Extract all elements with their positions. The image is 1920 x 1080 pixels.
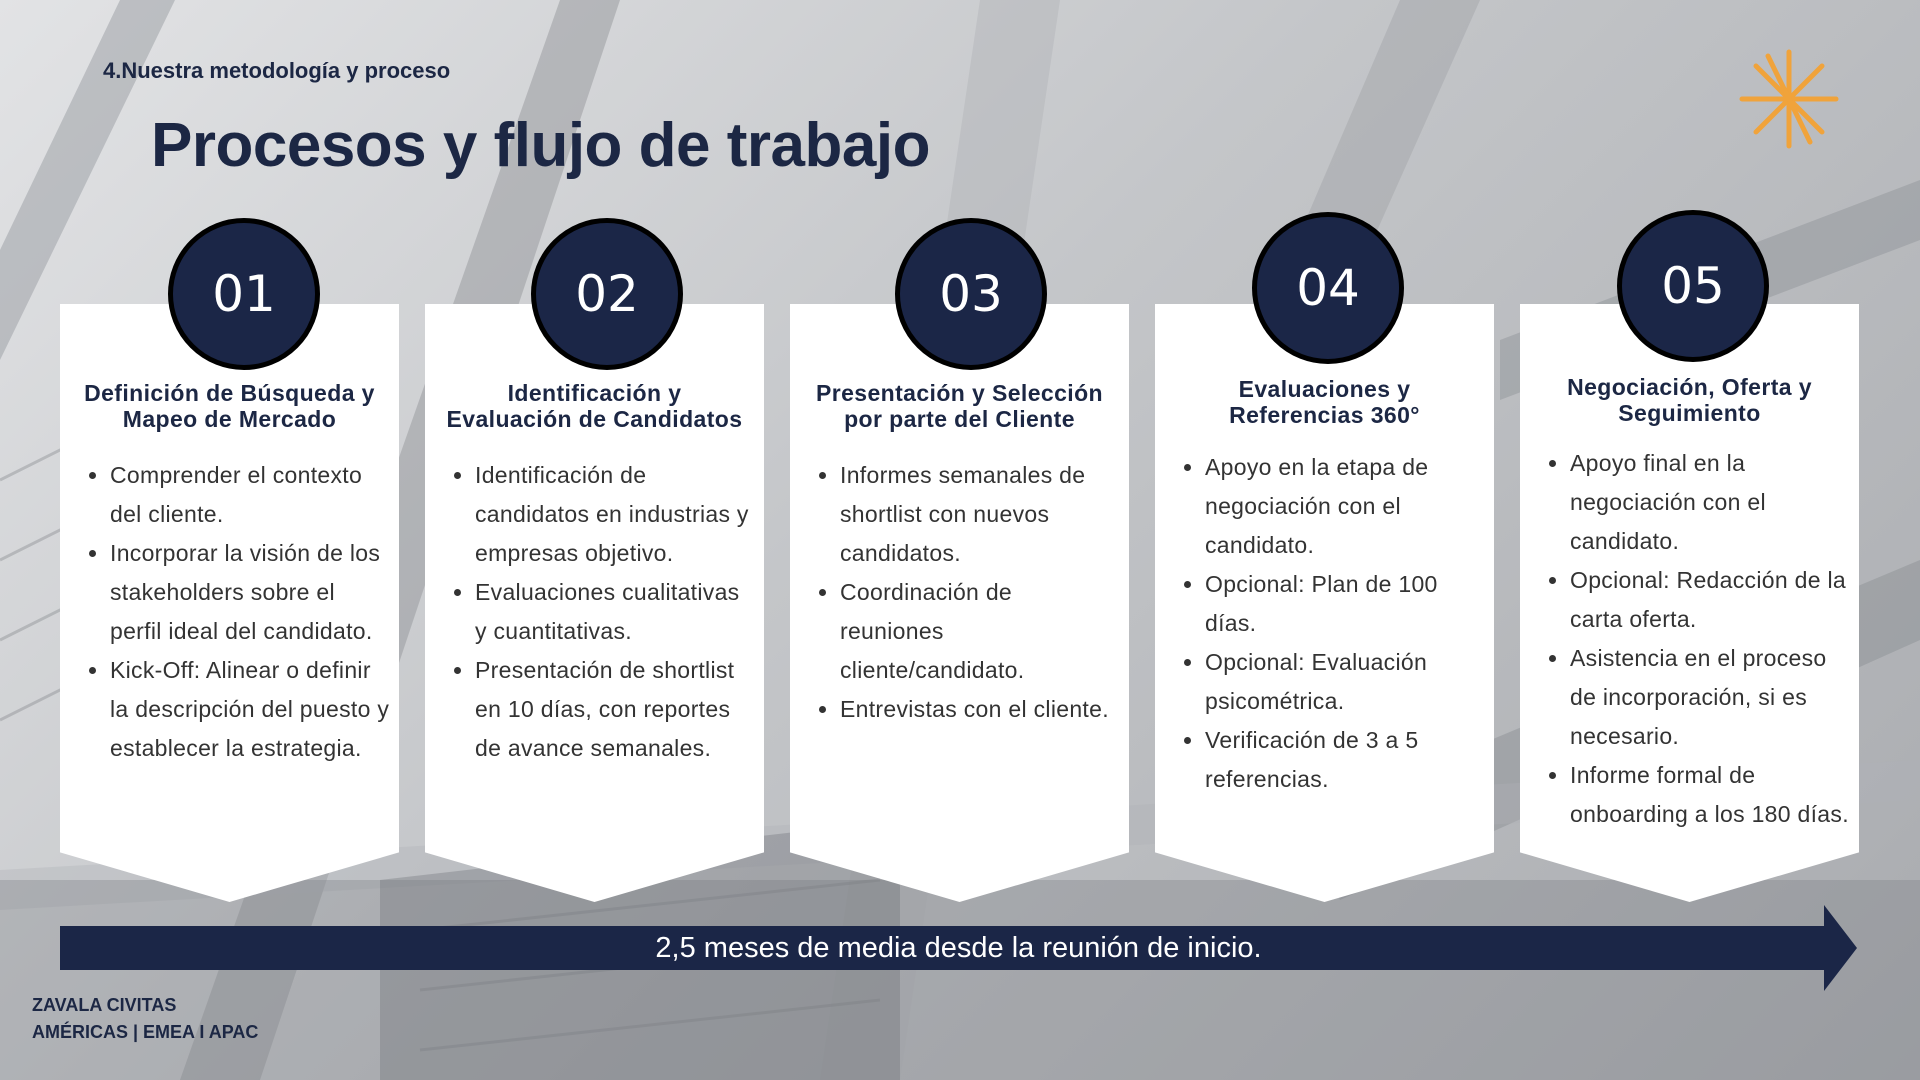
step-title-line: Evaluaciones y (1238, 376, 1411, 402)
list-item: • Identificación de candidatos en industrias y empresas objetivo. (475, 456, 756, 573)
step-card-05 (1520, 304, 1859, 902)
step-title (800, 380, 1119, 432)
step-title-line: por parte del Cliente (844, 406, 1075, 432)
step-number-badge: 04 (1252, 212, 1404, 364)
step-card-04 (1155, 304, 1494, 902)
list-item: • Apoyo en la etapa de negociación con el candidato. (1205, 448, 1486, 565)
footer (32, 992, 258, 1046)
timeline-caption: 2,5 meses de media desde la reunión de inicio. (655, 932, 1262, 964)
company-name: ZAVALA CIVITAS (32, 995, 177, 1015)
list-item: • Kick-Off: Alinear o definir la descripción del puesto y establecer la estrategia. (110, 651, 391, 768)
timeline-arrow (60, 905, 1857, 985)
company-regions: AMÉRICAS | EMEA I APAC (32, 1022, 259, 1042)
step-title-line: Negociación, Oferta y (1567, 374, 1812, 400)
step-list (453, 456, 756, 768)
step-number-badge: 03 (895, 218, 1047, 370)
step-title-line: Presentación y Selección (815, 380, 1103, 406)
step-number-badge: 02 (531, 218, 683, 370)
list-item: • Apoyo final en la negociación con el candidato. (1570, 444, 1851, 561)
step-title (1530, 374, 1849, 426)
list-item: • Opcional: Evaluación psicométrica. (1205, 643, 1486, 721)
list-item: • Incorporar la visión de los stakeholders sobre el perfil ideal del candidato. (110, 534, 391, 651)
list-item: • Informes semanales de shortlist con nuevos candidatos. (840, 456, 1121, 573)
step-title-line: Definición de Búsqueda y (84, 380, 375, 406)
step-list (1548, 444, 1851, 834)
list-item: • Informe formal de onboarding a los 180 días. (1570, 756, 1851, 834)
step-title (70, 380, 389, 432)
step-title-line: Seguimiento (1618, 400, 1761, 426)
list-item: • Presentación de shortlist en 10 días, con reportes de avance semanales. (475, 651, 756, 768)
list-item: • Evaluaciones cualitativas y cuantitativas. (475, 573, 756, 651)
list-item: • Opcional: Plan de 100 días. (1205, 565, 1486, 643)
step-card-02 (425, 304, 764, 902)
list-item: • Entrevistas con el cliente. (840, 690, 1121, 729)
step-number-badge: 01 (168, 218, 320, 370)
step-title (1165, 376, 1484, 428)
step-list (1183, 448, 1486, 799)
step-title-line: Identificación y (507, 380, 682, 406)
step-card-03 (790, 304, 1129, 902)
section-label: 4.Nuestra metodología y proceso (103, 58, 451, 83)
list-item: • Coordinación de reuniones cliente/candidato. (840, 573, 1121, 690)
step-card-01 (60, 304, 399, 902)
list-item: • Opcional: Redacción de la carta oferta. (1570, 561, 1851, 639)
step-list (88, 456, 391, 768)
page-title: Procesos y flujo de trabajo (151, 111, 930, 180)
step-number-badge: 05 (1617, 210, 1769, 362)
step-list (818, 456, 1121, 729)
step-title-line: Referencias 360° (1229, 402, 1420, 428)
asterisk-star-icon (1738, 48, 1840, 150)
list-item: • Comprender el contexto del cliente. (110, 456, 391, 534)
list-item: • Asistencia en el proceso de incorporación, si es necesario. (1570, 639, 1851, 756)
step-title-line: Evaluación de Candidatos (446, 406, 743, 432)
list-item: • Verificación de 3 a 5 referencias. (1205, 721, 1486, 799)
step-title-line: Mapeo de Mercado (122, 406, 337, 432)
step-title (435, 380, 754, 432)
